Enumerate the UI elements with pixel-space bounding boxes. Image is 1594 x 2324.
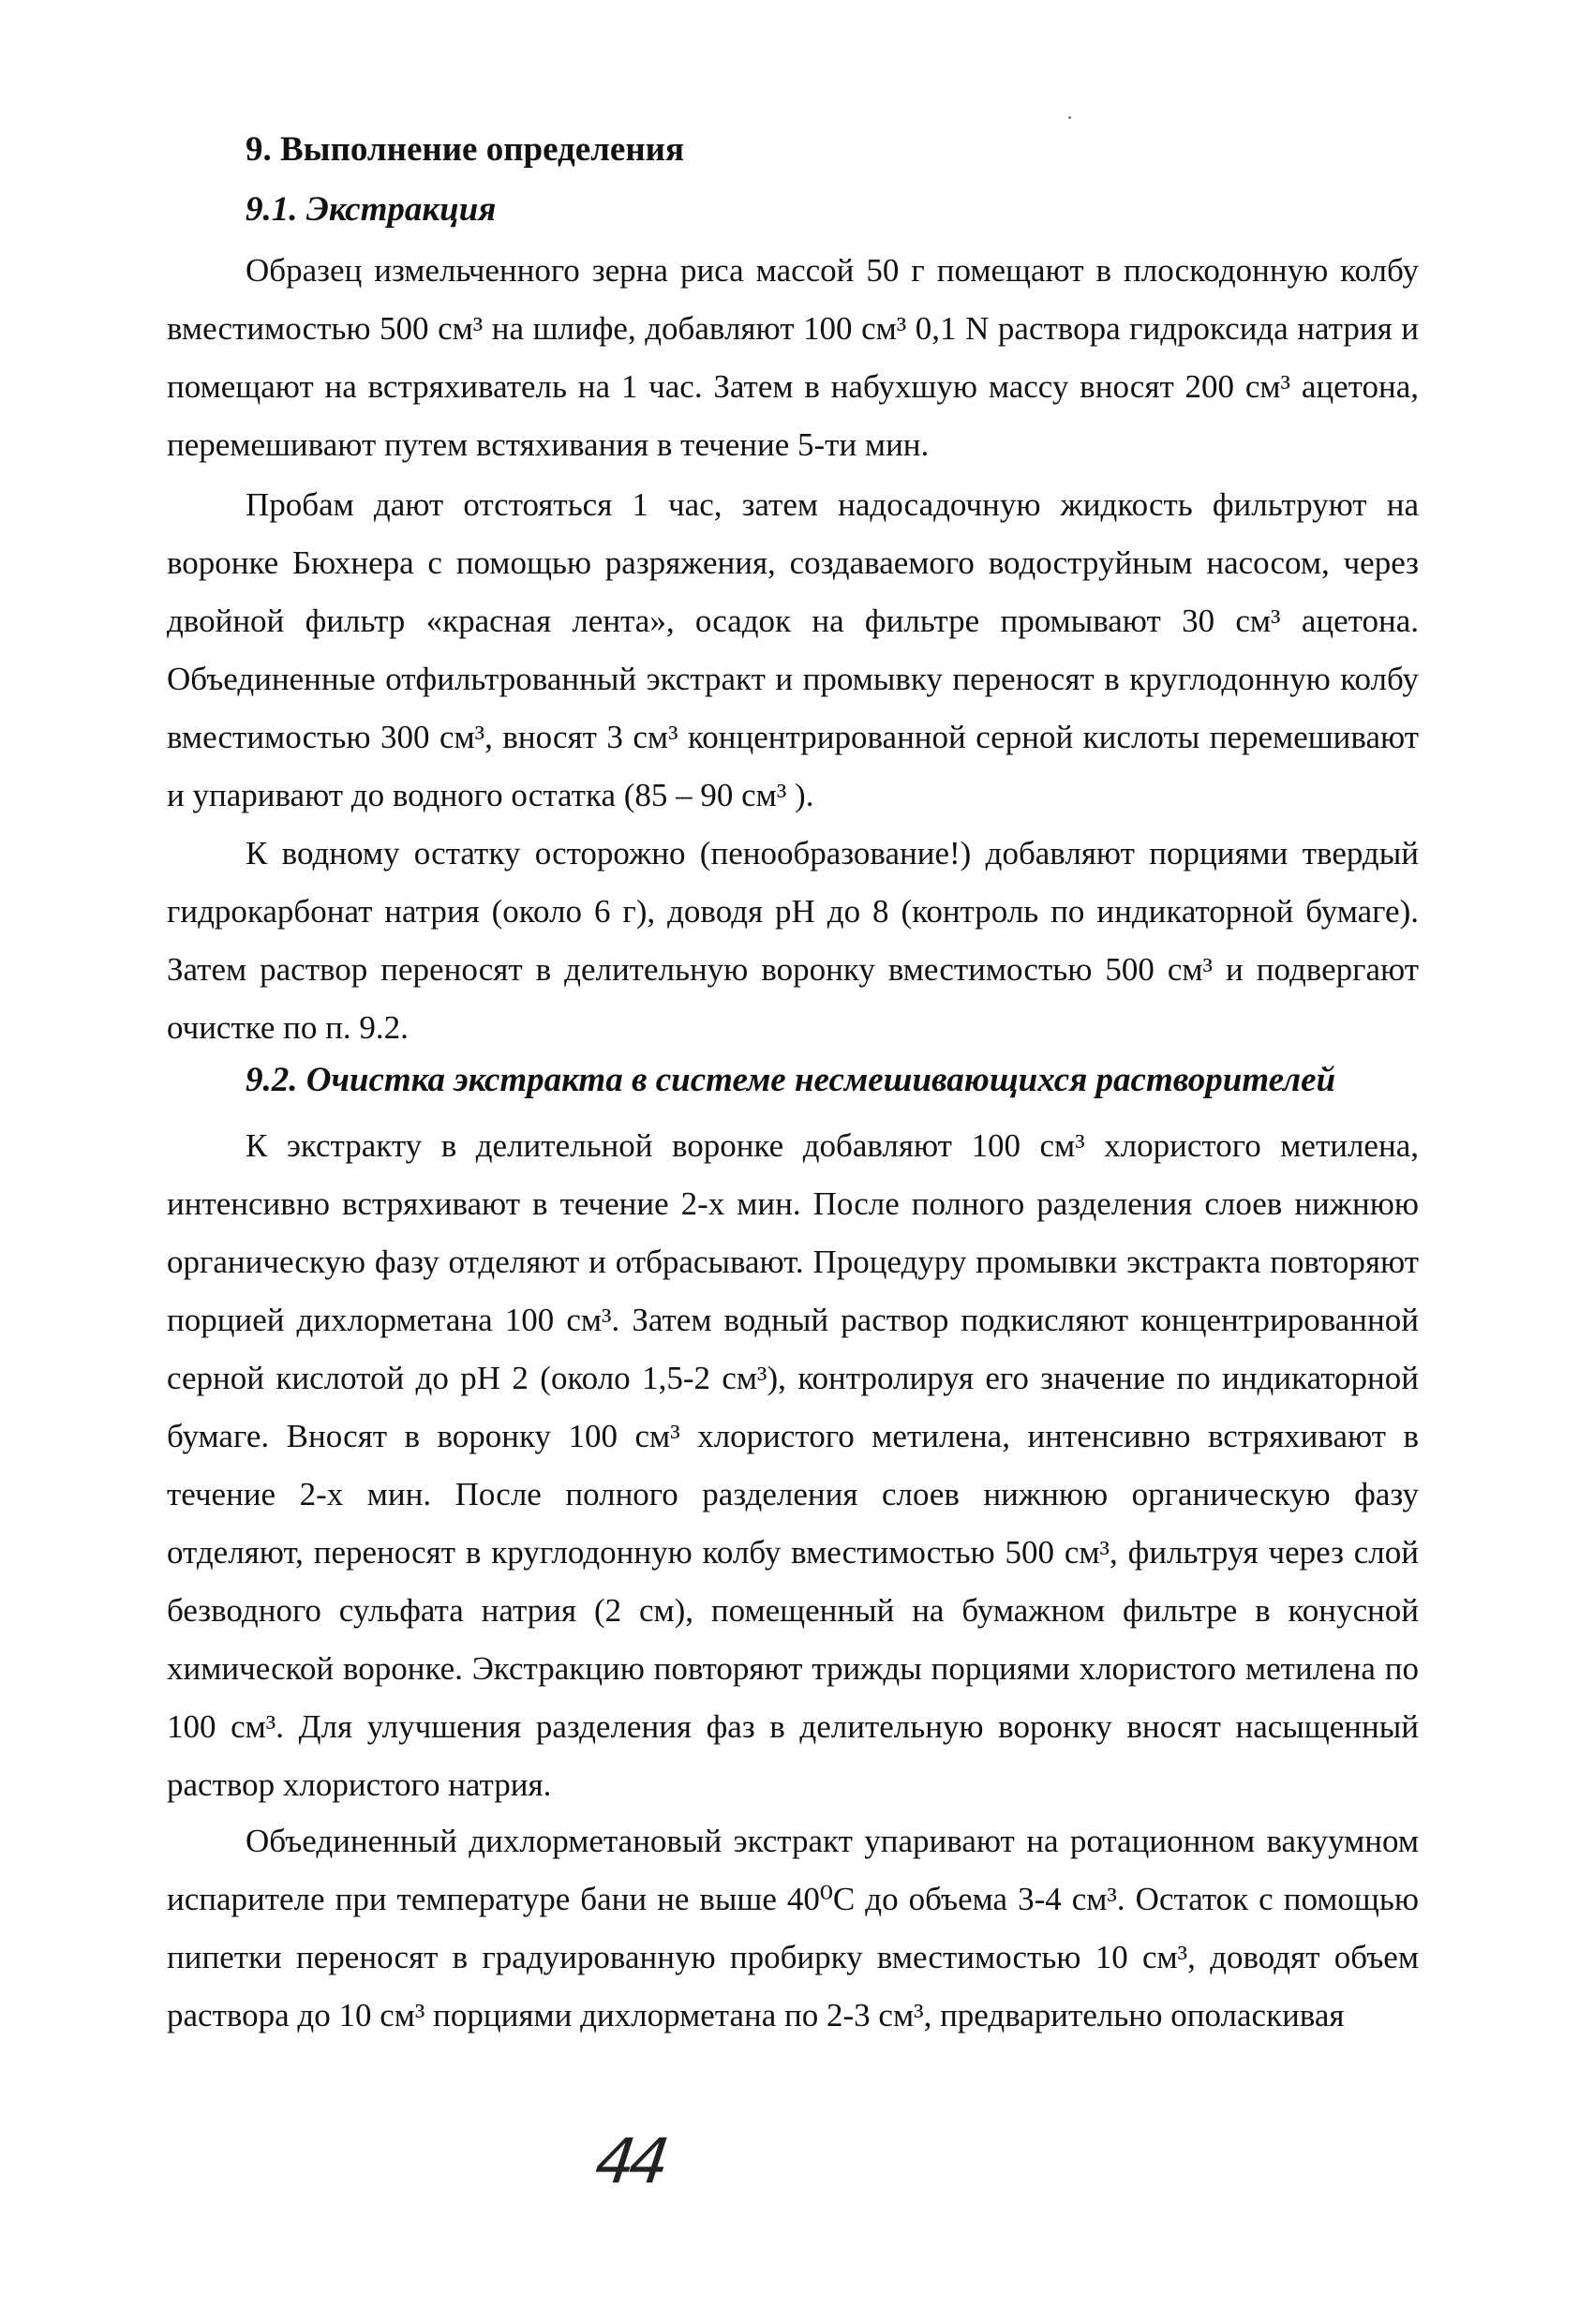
subsection-heading-purification: 9.2. Очистка экстракта в системе несмешивающихся растворителей xyxy=(246,1061,1336,1099)
paragraph-extraction-3: К водному остатку осторожно (пенообразование!) добавляют порциями твердый гидрокарбонат натрия (около 6 г), доводя pH до 8 (контроль по индикаторной бумаге). Затем раствор переносят в делительную воронку вместимостью 500 см³ и подвергают очистке по п. 9.2. xyxy=(167,835,1419,1046)
section-heading: 9. Выполнение определения xyxy=(246,130,685,169)
page-number: 44 xyxy=(584,2125,676,2197)
subsection-heading-extraction: 9.1. Экстракция xyxy=(246,190,497,229)
scan-speck xyxy=(1068,116,1071,119)
paragraph-extraction-1: Образец измельченного зерна риса массой 50 г помещают в плоскодонную колбу вместимостью 500 см³ на шлифе, добавляют 100 см³ 0,1 N раствора гидроксида натрия и помещают на встряхиватель на 1 час. Затем в набухшую массу вносят 200 см³ ацетона, перемешивают путем встяхивания в течение 5-ти мин. xyxy=(167,252,1419,463)
paragraph-purification-1: К экстракту в делительной воронке добавляют 100 см³ хлористого метилена, интенсивно встряхивают в течение 2-х мин. После полного разделения слоев нижнюю органическую фазу отделяют и отбрасывают. Процедуру промывки экстракта повторяют порцией дихлорметана 100 см³. Затем водный раствор подкисляют концентрированной серной кислотой до pH 2 (около 1,5-2 см³), контролируя его значение по индикаторной бумаге. Вносят в воронку 100 см³ хлористого метилена, интенсивно встряхивают в течение 2-х мин. После полного разделения слоев нижнюю органическую фазу отделяют, переносят в круглодонную колбу вместимостью 500 см³, фильтруя через слой безводного сульфата натрия (2 см), помещенный на бумажном фильтре в конусной химической воронке. Экстракцию повторяют трижды порциями хлористого метилена по 100 см³. Для улучшения разделения фаз в делительную воронку вносят насыщенный раствор хлористого натрия. xyxy=(167,1127,1419,1803)
paragraph-purification-2: Объединенный дихлорметановый экстракт упаривают на ротационном вакуумном испарителе при температуре бани не выше 40⁰С до объема 3-4 см³. Остаток с помощью пипетки переносят в градуированную пробирку вместимостью 10 см³, доводят объем раствора до 10 см³ порциями дихлорметана по 2-3 см³, предварительно ополаскивая xyxy=(167,1823,1419,2034)
paragraph-extraction-2: Пробам дают отстояться 1 час, затем надосадочную жидкость фильтруют на воронке Бюхнера с помощью разряжения, создаваемого водоструйным насосом, через двойной фильтр «красная лента», осадок на фильтре промывают 30 см³ ацетона. Объединенные отфильтрованный экстракт и промывку переносят в круглодонную колбу вместимостью 300 см³, вносят 3 см³ концентрированной серной кислоты перемешивают и упаривают до водного остатка (85 – 90 см³ ). xyxy=(167,486,1419,813)
